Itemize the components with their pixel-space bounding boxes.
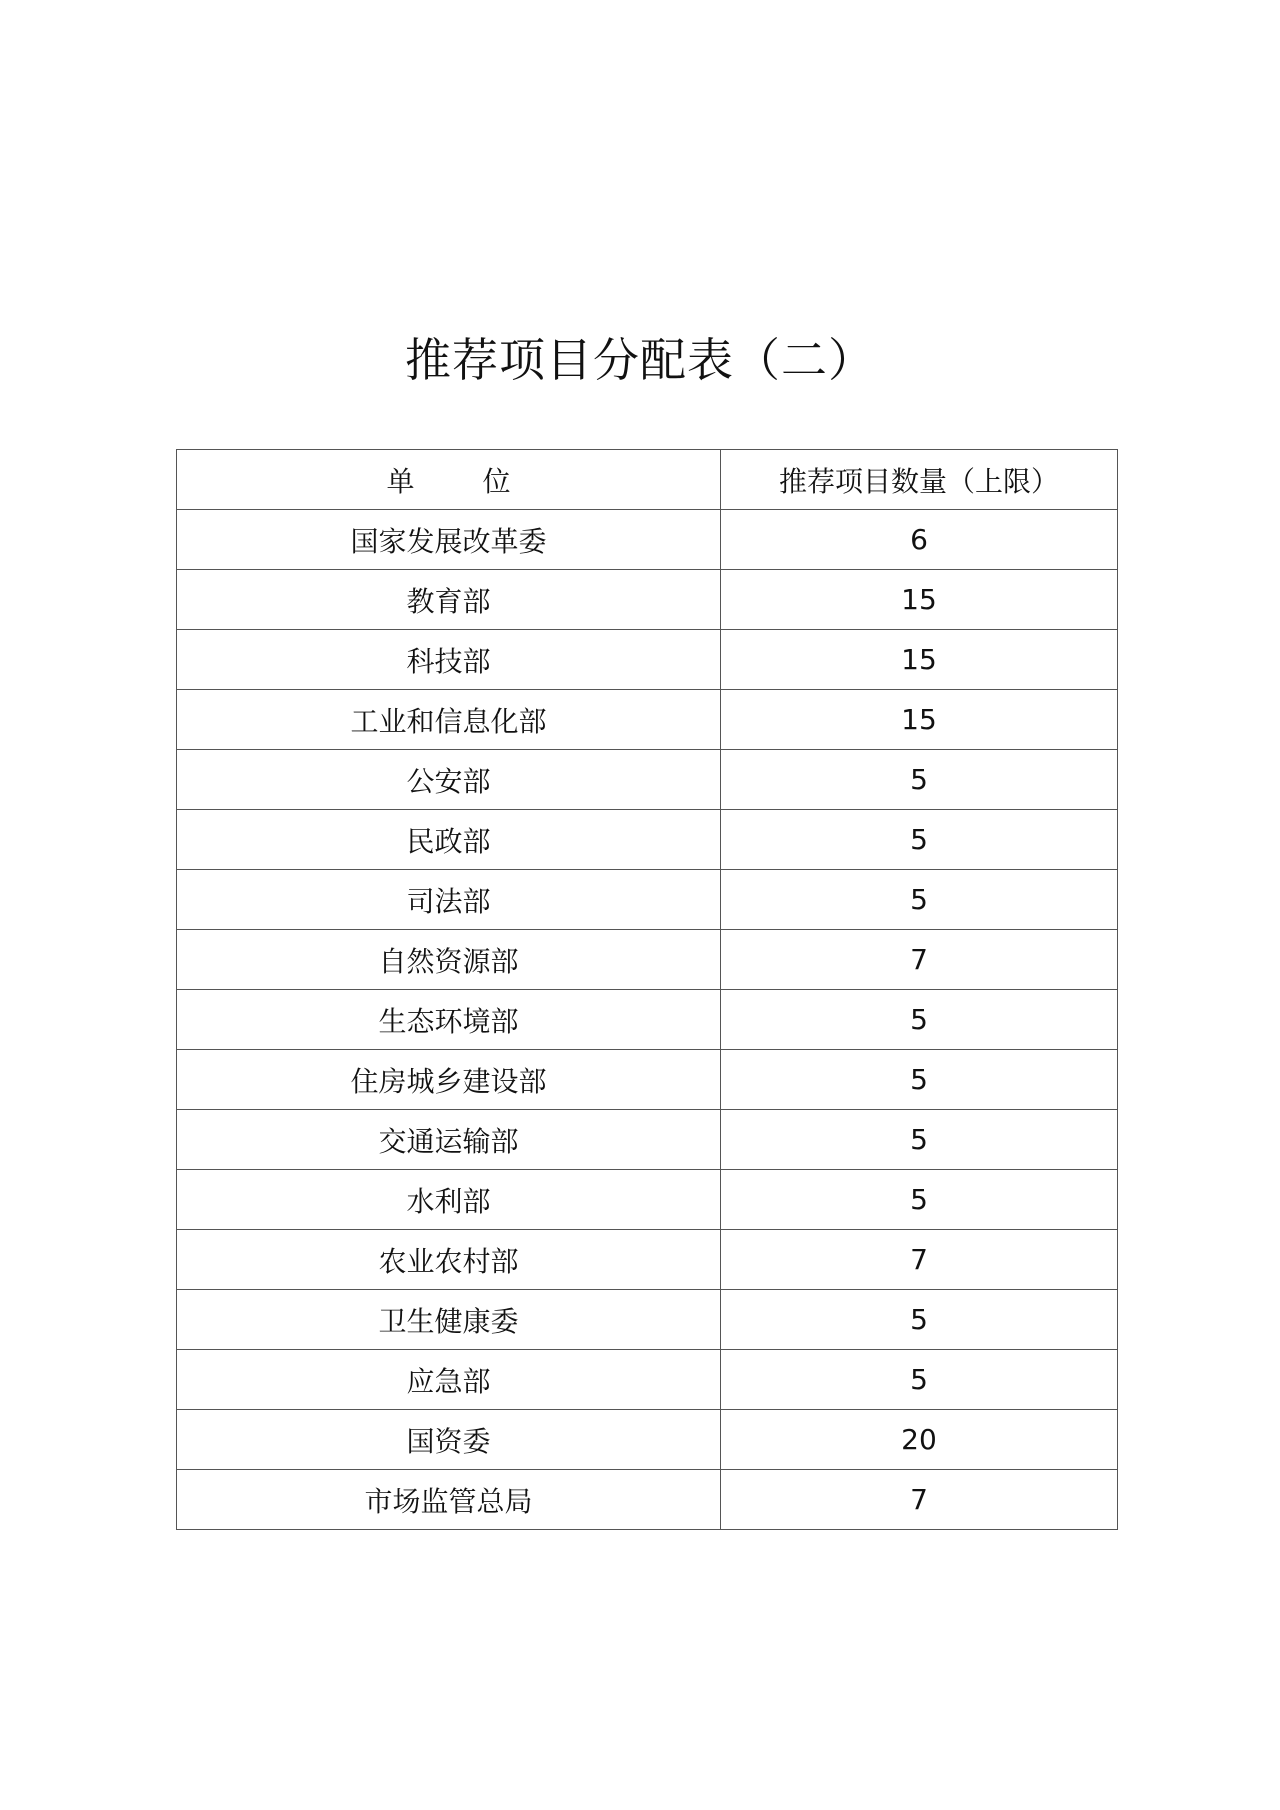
quantity-cell: 5 (721, 990, 1118, 1050)
table-row (177, 510, 1118, 570)
quantity-cell: 5 (721, 1170, 1118, 1230)
unit-cell: 国家发展改革委 (177, 510, 721, 570)
table-row (177, 1230, 1118, 1290)
table-row (177, 810, 1118, 870)
quantity-cell: 5 (721, 810, 1118, 870)
quantity-cell: 6 (721, 510, 1118, 570)
table-row (177, 630, 1118, 690)
unit-cell: 交通运输部 (177, 1110, 721, 1170)
quantity-cell: 15 (721, 630, 1118, 690)
table-row (177, 1470, 1118, 1530)
quantity-cell: 20 (721, 1410, 1118, 1470)
unit-cell: 国资委 (177, 1410, 721, 1470)
header-unit (177, 450, 721, 510)
table-row (177, 930, 1118, 990)
unit-cell: 卫生健康委 (177, 1290, 721, 1350)
unit-cell: 科技部 (177, 630, 721, 690)
table-row (177, 1350, 1118, 1410)
table-header-row (177, 450, 1118, 510)
table-row (177, 870, 1118, 930)
quantity-cell: 15 (721, 570, 1118, 630)
unit-cell: 生态环境部 (177, 990, 721, 1050)
quantity-cell: 7 (721, 1230, 1118, 1290)
table-row (177, 1410, 1118, 1470)
table-row (177, 1170, 1118, 1230)
quantity-cell: 7 (721, 1470, 1118, 1530)
table-row (177, 1050, 1118, 1110)
quantity-cell: 5 (721, 870, 1118, 930)
page-title: 推荐项目分配表（二） (405, 333, 875, 387)
unit-cell: 司法部 (177, 870, 721, 930)
table-row (177, 750, 1118, 810)
quantity-cell: 7 (721, 930, 1118, 990)
unit-cell: 应急部 (177, 1350, 721, 1410)
quantity-cell: 5 (721, 750, 1118, 810)
unit-cell: 水利部 (177, 1170, 721, 1230)
quantity-cell: 5 (721, 1050, 1118, 1110)
unit-cell: 教育部 (177, 570, 721, 630)
unit-cell: 工业和信息化部 (177, 690, 721, 750)
unit-cell: 公安部 (177, 750, 721, 810)
header-quantity: 推荐项目数量（上限） (721, 450, 1118, 510)
table-row (177, 1290, 1118, 1350)
quantity-cell: 15 (721, 690, 1118, 750)
table-row (177, 690, 1118, 750)
unit-cell: 自然资源部 (177, 930, 721, 990)
quantity-cell: 5 (721, 1290, 1118, 1350)
unit-cell: 市场监管总局 (177, 1470, 721, 1530)
table-row (177, 1110, 1118, 1170)
unit-cell: 民政部 (177, 810, 721, 870)
unit-cell: 住房城乡建设部 (177, 1050, 721, 1110)
table-row (177, 990, 1118, 1050)
unit-cell: 农业农村部 (177, 1230, 721, 1290)
header-unit-label: 单位 (386, 464, 579, 498)
table-row (177, 570, 1118, 630)
quantity-cell: 5 (721, 1110, 1118, 1170)
allocation-table (176, 449, 1118, 1530)
quantity-cell: 5 (721, 1350, 1118, 1410)
